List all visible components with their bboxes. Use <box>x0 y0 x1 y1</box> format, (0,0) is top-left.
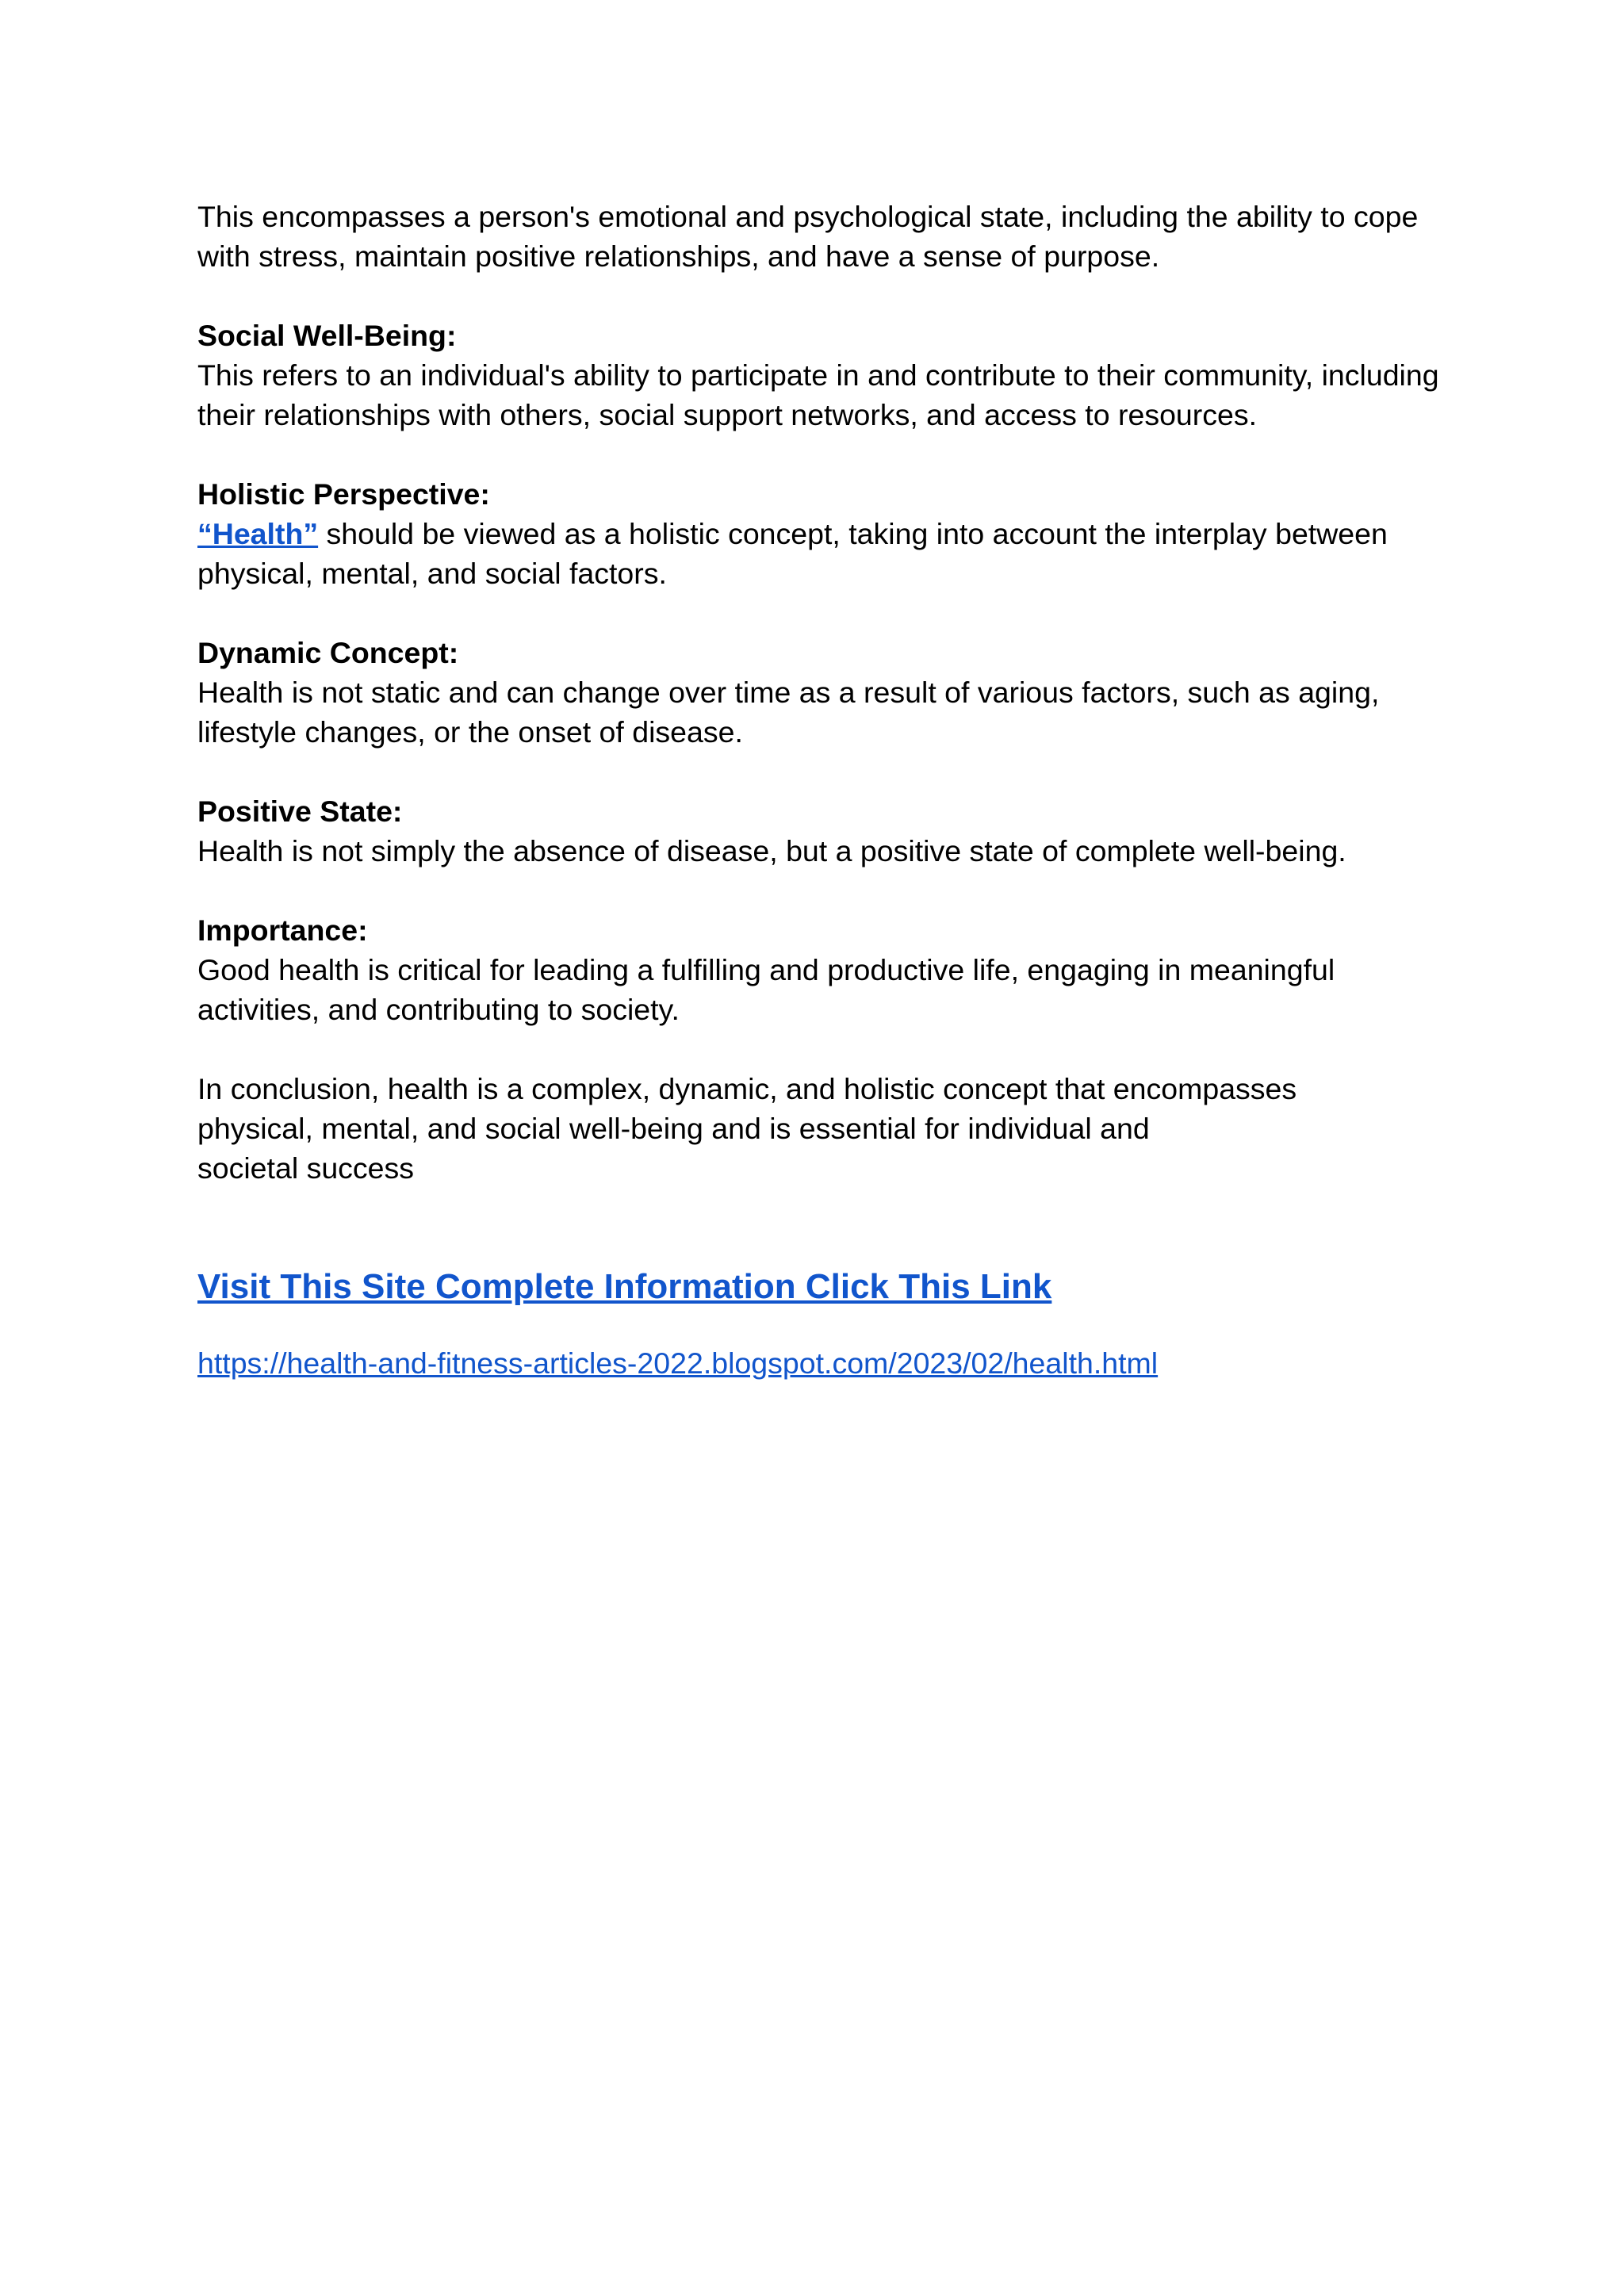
section-importance <box>197 910 1450 1029</box>
section-body: Health is not simply the absence of disease, but a positive state of complete well-being. <box>197 834 1346 867</box>
conclusion-paragraph <box>197 1069 1450 1188</box>
section-body <box>197 514 1450 593</box>
section-heading: Social Well-Being: <box>197 319 457 352</box>
health-link[interactable]: “Health” <box>197 517 319 550</box>
section-social-well-being <box>197 316 1450 435</box>
section-body: Good health is critical for leading a fulfilling and productive life, engaging in meaningful activities, and contributing to society. <box>197 953 1335 1026</box>
conclusion-line: In conclusion, health is a complex, dynamic, and holistic concept that encompasses <box>197 1072 1297 1105</box>
section-body: This refers to an individual's ability to participate in and contribute to their community, including their relationships with others, social support networks, and access to resources. <box>197 358 1439 431</box>
section-heading: Dynamic Concept: <box>197 636 459 669</box>
article-url-link[interactable]: https://health-and-fitness-articles-2022.blogspot.com/2023/02/health.html <box>197 1346 1159 1380</box>
visit-site-link[interactable]: Visit This Site Complete Information Click This Link <box>197 1267 1052 1306</box>
section-positive-state <box>197 791 1450 871</box>
conclusion-line: societal success <box>197 1151 415 1185</box>
section-heading: Holistic Perspective: <box>197 477 490 511</box>
section-heading: Positive State: <box>197 795 403 828</box>
visit-heading <box>197 1267 1450 1307</box>
url-line <box>197 1343 1450 1383</box>
section-heading: Importance: <box>197 913 368 947</box>
section-holistic-perspective <box>197 474 1450 593</box>
section-dynamic-concept <box>197 633 1450 752</box>
document-body <box>197 197 1450 1383</box>
section-body: Health is not static and can change over time as a result of various factors, such as aging, lifestyle changes, or the onset of disease. <box>197 676 1380 749</box>
conclusion-line: physical, mental, and social well-being and is essential for individual and <box>197 1112 1150 1145</box>
intro-paragraph: This encompasses a person's emotional and psychological state, including the ability to cope with stress, maintain positive relationships, and have a sense of purpose. <box>197 200 1419 273</box>
section-body-text: should be viewed as a holistic concept, taking into account the interplay between physical, mental, and social factors. <box>197 517 1388 590</box>
